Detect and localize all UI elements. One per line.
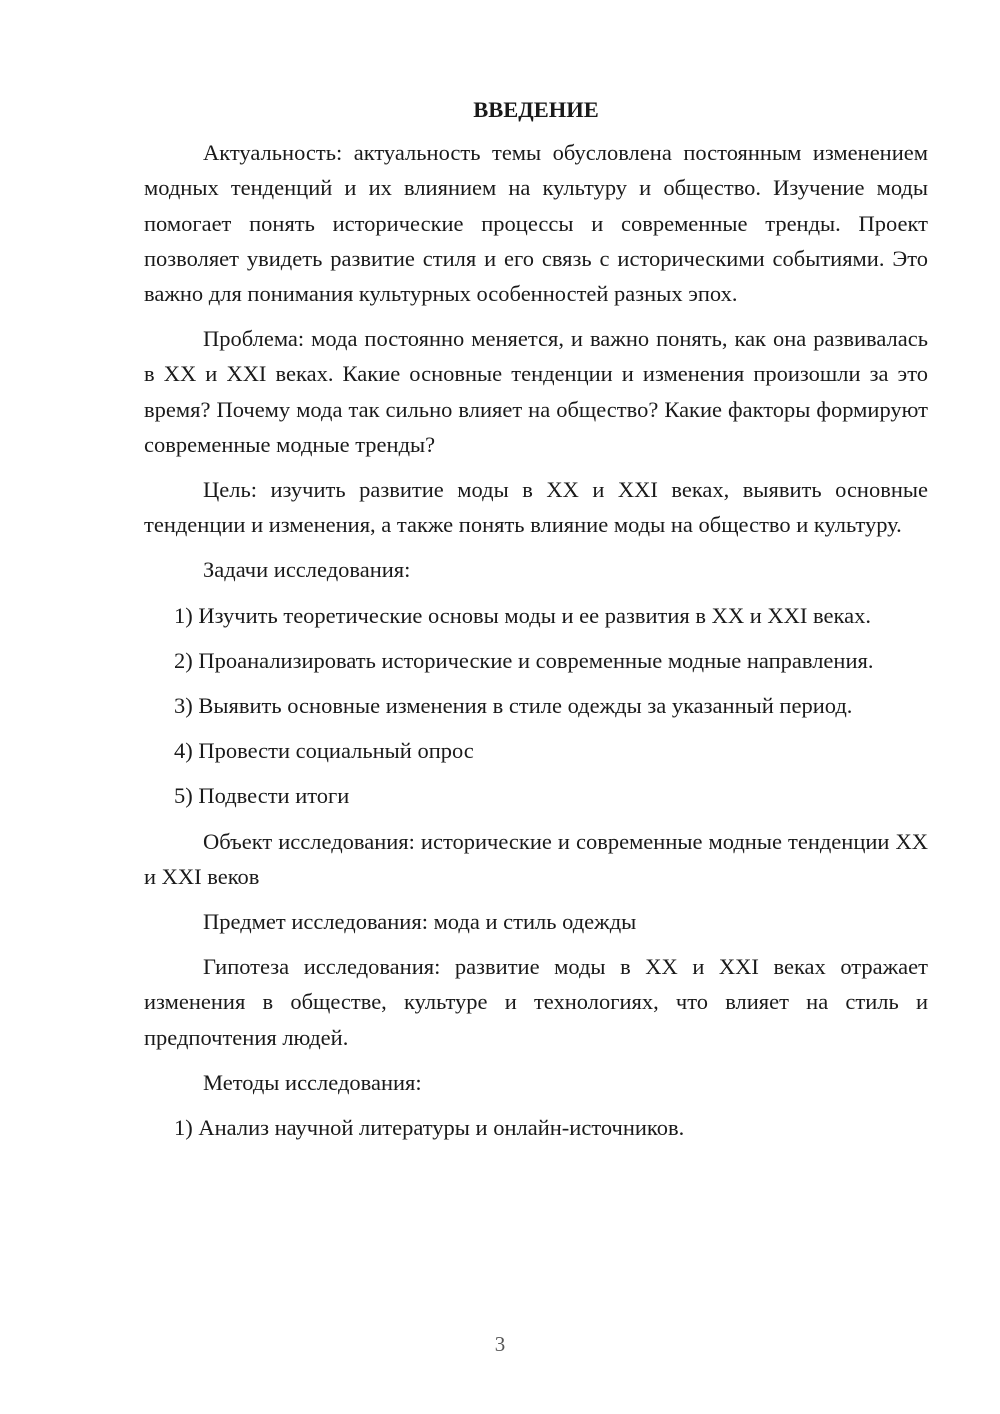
relevance-paragraph: Актуальность: актуальность темы обусловлена постоянным изменением модных тенденций и их влиянием на культуру и общество. Изучение моды помогает понять исторические процессы и современные тренды. Проект позволяет увидеть развитие стиля и его связь с историческими событиями. Это важно для понимания культурных особенностей разных эпох. bbox=[144, 140, 928, 307]
section-title: ВВЕДЕНИЕ bbox=[473, 97, 599, 122]
tasks-heading: Задачи исследования: bbox=[203, 557, 411, 583]
task-item-3: 3) Выявить основные изменения в стиле одежды за указанный период. bbox=[174, 693, 853, 719]
subject-paragraph: Предмет исследования: мода и стиль одежды bbox=[203, 909, 637, 935]
task-item-4: 4) Провести социальный опрос bbox=[174, 738, 474, 764]
page-content bbox=[144, 92, 928, 1155]
object-paragraph: Объект исследования: исторические и современные модные тенденции XX и XXI веков bbox=[144, 828, 928, 889]
hypothesis-paragraph: Гипотеза исследования: развитие моды в XX и XXI веках отражает изменения в обществе, культуре и технологиях, что влияет на стиль и предпочтения людей. bbox=[144, 954, 928, 1050]
task-item-1: 1) Изучить теоретические основы моды и ее развития в XX и XXI веках. bbox=[174, 602, 871, 628]
task-item-2: 2) Проанализировать исторические и современные модные направления. bbox=[174, 647, 874, 673]
goal-paragraph: Цель: изучить развитие моды в XX и XXI веках, выявить основные тенденции и изменения, а также понять влияние моды на общество и культуру. bbox=[144, 477, 928, 538]
methods-heading: Методы исследования: bbox=[203, 1069, 422, 1095]
problem-paragraph: Проблема: мода постоянно меняется, и важно понять, как она развивалась в XX и XXI веках. Какие основные тенденции и изменения произошли за это время? Почему мода так сильно влияет на общество? Какие факторы формируют современные модные тренды? bbox=[144, 326, 928, 457]
task-item-5: 5) Подвести итоги bbox=[174, 783, 350, 809]
page-number: 3 bbox=[494, 1332, 506, 1356]
method-item-1: 1) Анализ научной литературы и онлайн-источников. bbox=[174, 1115, 685, 1141]
